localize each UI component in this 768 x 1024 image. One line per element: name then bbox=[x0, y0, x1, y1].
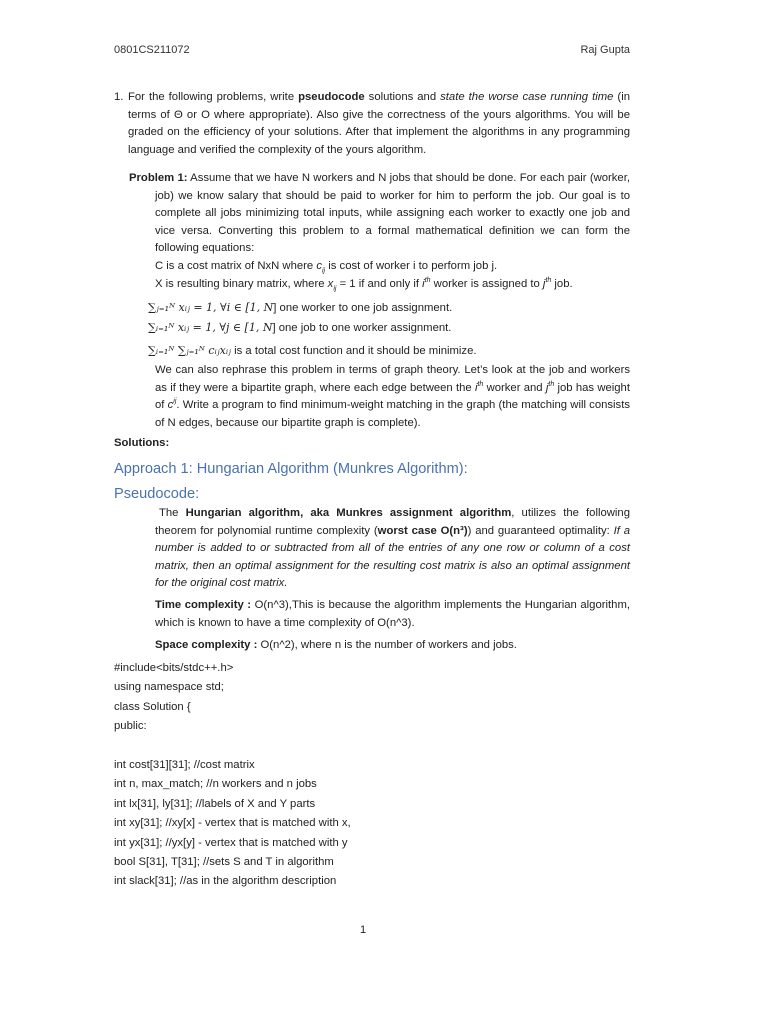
graph-j: j bbox=[545, 381, 549, 394]
hungarian-bold-name: Hungarian algorithm, aka Munkres assignment algorithm bbox=[185, 507, 512, 519]
cost-sub: ij bbox=[322, 267, 326, 275]
x-i: i bbox=[422, 278, 425, 290]
graph-cvar: c bbox=[167, 399, 174, 412]
cost-line-b: is cost of worker i to perform job j. bbox=[325, 260, 498, 272]
cost-line-a: C is a cost matrix of NxN where bbox=[155, 260, 317, 272]
equation-3 bbox=[148, 342, 477, 360]
graph-th1: th bbox=[477, 380, 484, 388]
hungarian-text-b: , utilizes the following theorem for polynomial runtime complexity ( bbox=[155, 507, 631, 537]
time-complexity bbox=[155, 597, 630, 632]
equation-2-math: ∑ᵢ₌₁ᴺ xᵢⱼ = 1, ∀j ∈ [1, N bbox=[148, 321, 273, 334]
intro-italic-worst-case: state the worse case running time bbox=[440, 91, 614, 103]
hungarian-theorem: If a number is added to or subtracted from all of the entries of any one row or column of a cost matrix, then an optimal assignment for the resulting cost matrix is also an optimal assignment for the original cost matrix. bbox=[155, 524, 631, 590]
problem-label: Problem 1: bbox=[129, 172, 188, 184]
graph-text-c: job has weight of bbox=[155, 381, 630, 412]
x-line-d: job. bbox=[551, 278, 573, 290]
graph-csup: ij bbox=[173, 398, 177, 406]
equation-1 bbox=[148, 299, 452, 317]
graph-text-d: . Write a program to find minimum-weight matching in the graph (the matching will consists of N edges, because our bipartite graph is complete). bbox=[155, 399, 630, 429]
x-th1: th bbox=[424, 277, 431, 285]
code-line: public: bbox=[114, 720, 147, 733]
graph-th2: th bbox=[548, 380, 555, 388]
x-line-b: = 1 if and only if bbox=[336, 278, 423, 290]
intro-text-3: (in terms of Θ or O where appropriate). Also give the correctness of the yours algorithms. You will be graded on the efficiency of your solutions. After that implement the algorithms in any programming language and verified the complexity of the yours algorithm. bbox=[128, 91, 630, 156]
graph-text-a: We can also rephrase this problem in terms of graph theory. Let’s look at the job and workers as if they were a bipartite graph, where each edge between the bbox=[155, 364, 630, 394]
code-line: class Solution { bbox=[114, 700, 191, 713]
code-line: int xy[31]; //xy[x] - vertex that is matched with x, bbox=[114, 817, 351, 830]
x-sub: ij bbox=[333, 285, 337, 293]
code-block bbox=[114, 659, 351, 892]
code-line: using namespace std; bbox=[114, 681, 224, 694]
code-line bbox=[114, 737, 351, 756]
graph-theory-paragraph bbox=[155, 362, 630, 432]
code-line: bool S[31], T[31]; //sets S and T in algorithm bbox=[114, 856, 334, 869]
x-line-c: worker is assigned to bbox=[430, 278, 543, 290]
solutions-label: Solutions: bbox=[114, 437, 170, 449]
equation-3-text: is a total cost function and it should be minimize. bbox=[230, 345, 477, 357]
problem-text: Assume that we have N workers and N jobs that should be done. For each pair (worker, job) we know salary that should be paid to worker for him to perform the job. Our goal is to complete all jobs minimizing total inputs, while assigning each worker to exactly one job and vice versa. Converting this problem to a formal mathematical definition we can form the following equations: bbox=[155, 172, 630, 255]
x-line-a: X is resulting binary matrix, where bbox=[155, 278, 328, 290]
code-line: int cost[31][31]; //cost matrix bbox=[114, 759, 255, 772]
pseudocode-heading: Pseudocode: bbox=[114, 486, 200, 502]
approach-heading: Approach 1: Hungarian Algorithm (Munkres Algorithm): bbox=[114, 461, 468, 477]
intro-text bbox=[114, 89, 630, 159]
problem-statement bbox=[129, 170, 630, 258]
hungarian-paragraph bbox=[155, 505, 630, 593]
code-line: int lx[31], ly[31]; //labels of X and Y parts bbox=[114, 797, 316, 810]
equation-2-text: ] one job to one worker assignment. bbox=[272, 322, 452, 334]
x-var: x bbox=[327, 278, 334, 290]
hungarian-text-a: The bbox=[159, 507, 186, 519]
time-complexity-text: O(n^3),This is because the algorithm implements the Hungarian algorithm, which is known to have a time complexity of O(n^3). bbox=[155, 599, 630, 629]
binary-matrix-line bbox=[155, 276, 630, 294]
intro-text-2: solutions and bbox=[364, 91, 441, 103]
equation-1-math: ∑ⱼ₌₁ᴺ xᵢⱼ = 1, ∀i ∈ [1, N bbox=[148, 301, 274, 314]
intro-text-1: For the following problems, write bbox=[128, 91, 299, 103]
cost-matrix-line bbox=[155, 258, 630, 276]
x-j: j bbox=[542, 278, 546, 290]
intro-paragraph bbox=[114, 89, 630, 159]
list-number: 1. bbox=[114, 91, 124, 103]
page-number: 1 bbox=[360, 924, 367, 936]
header-roll-number: 0801CS211072 bbox=[114, 44, 190, 56]
code-line: #include<bits/stdc++.h> bbox=[114, 662, 234, 674]
intro-bold-pseudocode: pseudocode bbox=[298, 91, 365, 103]
header-author: Raj Gupta bbox=[580, 44, 630, 56]
equation-1-text: ] one worker to one job assignment. bbox=[273, 302, 453, 314]
code-line: int yx[31]; //yx[y] - vertex that is matched with y bbox=[114, 836, 348, 849]
space-complexity-label: Space complexity : bbox=[155, 639, 258, 651]
space-complexity-text: O(n^2), where n is the number of workers and jobs. bbox=[257, 639, 517, 651]
hungarian-bold-complexity: worst case O(n³) bbox=[377, 524, 468, 537]
space-complexity bbox=[155, 637, 630, 655]
code-line: int slack[31]; //as in the algorithm description bbox=[114, 875, 337, 888]
equation-2 bbox=[148, 319, 451, 337]
x-th2: th bbox=[545, 277, 552, 285]
graph-i: i bbox=[474, 381, 478, 394]
problem-body bbox=[129, 170, 630, 258]
hungarian-text-c: ) and guaranteed optimality: bbox=[467, 524, 614, 537]
cost-var: c bbox=[316, 260, 322, 272]
time-complexity-label: Time complexity : bbox=[155, 599, 252, 611]
code-line: int n, max_match; //n workers and n jobs bbox=[114, 778, 317, 791]
graph-text-b: worker and bbox=[483, 381, 546, 394]
equation-3-math: ∑ᵢ₌₁ᴺ ∑ⱼ₌₁ᴺ cᵢⱼxᵢⱼ bbox=[148, 344, 231, 357]
